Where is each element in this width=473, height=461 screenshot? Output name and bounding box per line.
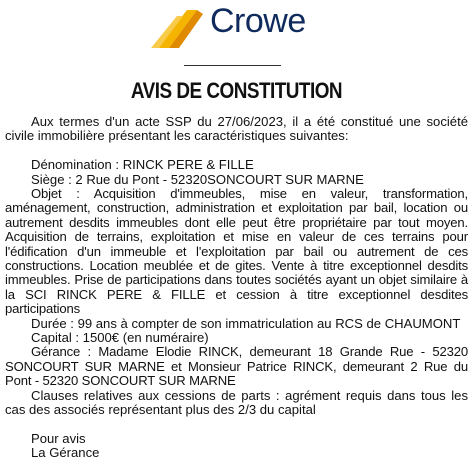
capital-line: Capital : 1500€ (en numéraire): [31, 330, 209, 346]
clauses-paragraph: Clauses relatives aux cessions de parts : agrément requis dans tous les cas des associés représentant plus des 2/3 du capital: [5, 387, 468, 418]
denomination-line: Dénomination : RINCK PERE & FILLE: [31, 157, 254, 173]
title-divider: [184, 65, 281, 66]
siege-line: Siège : 2 Rue du Pont - 52320SONCOURT SUR MARNE: [31, 171, 364, 187]
objet-paragraph: Objet : Acquisition d'immeubles, mise en valeur, transformation, aménagement, construction, administration et exploitation par bail, location ou autrement desdits immeubles dont elle peut être propriétaire par tout moyen. Acquisition de terrains, exploitation et mise en valeur de ces terrains pour l'édification d'un immeuble et l'exploitation par bail ou autrement de ces constructions. Location meublée et de gites. Vente à titre exceptionnel desdits immeubles. Prise de participations dans toutes sociétés ayant un objet similaire à la SCI RINCK PERE & FILLE et cession à titre exceptionnel desdites participations: [5, 186, 468, 317]
logo-wordmark: Crowe: [210, 2, 306, 40]
spacer: [5, 144, 468, 158]
notice-title: AVIS DE CONSTITUTION: [130, 78, 343, 103]
gerance-paragraph: Gérance : Madame Elodie RINCK, demeurant 18 Grande Rue - 52320 SONCOURT SUR MARNE et Monsieur Patrice RINCK, demeurant 2 Rue du Pont - 52320 SONCOURT SUR MARNE: [5, 344, 468, 389]
duree-line: Durée : 99 ans à compter de son immatriculation au RCS de CHAUMONT: [31, 315, 461, 331]
notice-body: [5, 115, 468, 461]
crowe-chevron-icon: [147, 4, 207, 50]
intro-paragraph: Aux termes d'un acte SSP du 27/06/2023, il a été constitué une société civile immobilière présentant les caractéristiques suivantes:: [5, 114, 468, 144]
closing-signature: La Gérance: [31, 445, 100, 461]
closing-pour-avis: Pour avis: [31, 430, 86, 446]
spacer: [5, 418, 468, 432]
crowe-logo: [147, 4, 347, 48]
